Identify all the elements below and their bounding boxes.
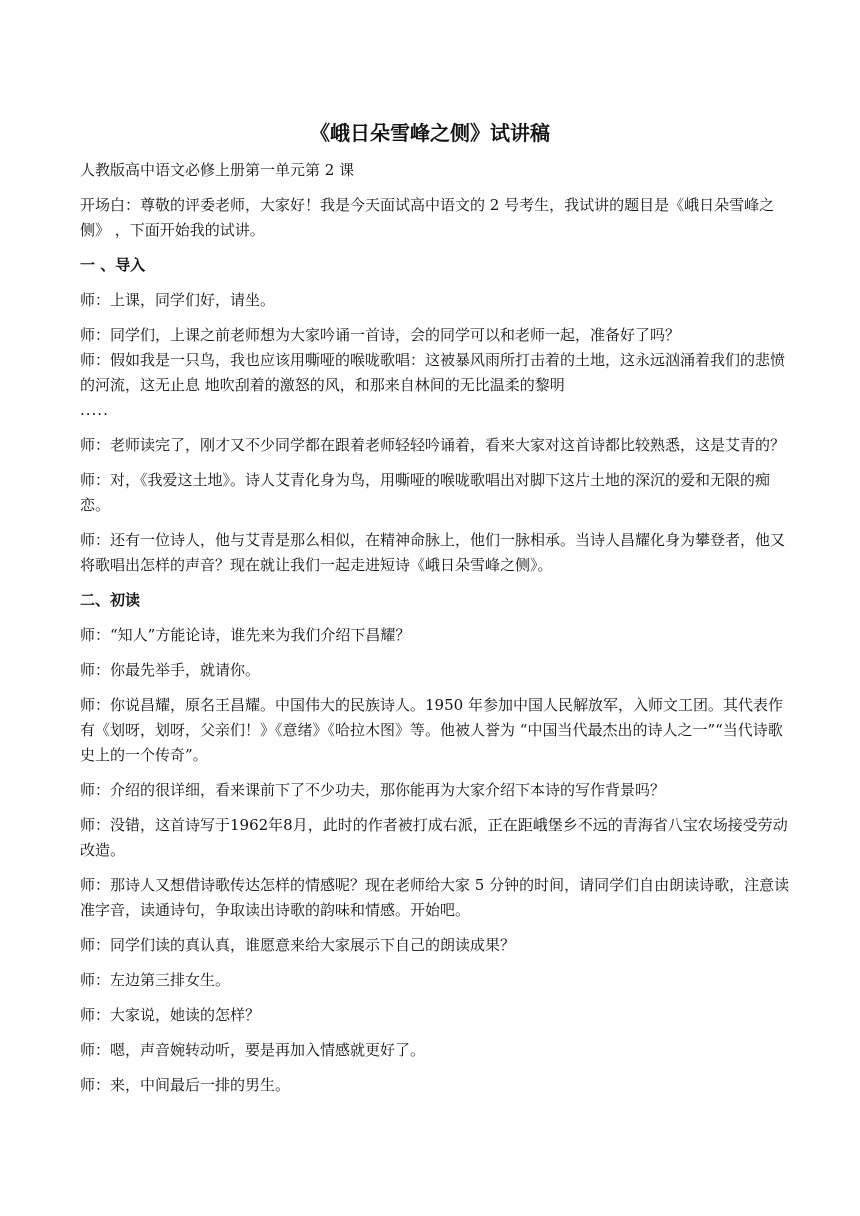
paragraph: 师：老师读完了，刚才又不少同学都在跟着老师轻轻吟诵着，看来大家对这首诗都比较熟悉，这是艾青的？ [80,436,786,454]
paragraph: 师：同学们读的真认真，谁愿意来给大家展示下自己的朗读成果？ [80,936,516,954]
paragraph: 师：你最先举手，就请你。 [80,661,261,679]
section-heading-intro: 一 、导入 [80,256,146,274]
lesson-subtitle: 人教版高中语文必修上册第一单元第 2 课 [80,161,355,179]
paragraph: 师：介绍的很详细，看来课前下了不少功夫，那你能再为大家介绍下本诗的写作背景吗？ [80,781,666,799]
paragraph: 师：对，《我爱这土地》。诗人艾青化身为鸟，用嘶哑的喉咙歌唱出对脚下这片土地的深沉的爱和无限的痴恋。 [80,471,771,514]
document-body [80,158,790,1108]
paragraph: 师：嗯，声音婉转动听，要是再加入情感就更好了。 [80,1041,426,1059]
paragraph: 师：那诗人又想借诗歌传达怎样的情感呢？现在老师给大家 5 分钟的时间，请同学们自由朗读诗歌，注意读准字音，读通诗句，争取读出诗歌的韵味和情感。开始吧。 [80,876,790,919]
poem-recitation-paragraph: 师：假如我是一只鸟，我也应该用嘶哑的喉咙歌唱：这被暴风雨所打击着的土地，这永远汹涌着我们的悲愤的河流，这无止息 地吹刮着的激怒的风，和那来自林间的无比温柔的黎明 [80,351,786,394]
paragraph: 师：上课，同学们好，请坐。 [80,291,276,309]
paragraph: 师：你说昌耀，原名王昌耀。中国伟大的民族诗人。1950 年参加中国人民解放军，入师文工团。其代表作有《划呀，划呀，父亲们！》《意绪》《哈拉木图》等。他被人誉为 “中国当代最杰出的诗人之一”“当代诗歌史上的一个传奇”。 [80,696,783,764]
opening-paragraph: 开场白：尊敬的评委老师，大家好！我是今天面试高中语文的 2 号考生，我试讲的题目是《峨日朵雪峰之侧》 ，下面开始我的试讲。 [80,196,775,239]
paragraph: 师：没错，这首诗写于1962年8月，此时的作者被打成右派，正在距峨堡乡不远的青海省八宝农场接受劳动改造。 [80,816,788,859]
ellipsis-line: ..... [80,401,109,419]
paragraph: 师：大家说，她读的怎样？ [80,1006,261,1024]
paragraph: 师：左边第三排女生。 [80,971,231,989]
paragraph: 师：来，中间最后一排的男生。 [80,1076,291,1094]
paragraph: 师：同学们，上课之前老师想为大家吟诵一首诗，会的同学可以和老师一起，准备好了吗？ [80,326,681,344]
paragraph: 师：“知人”方能论诗，谁先来为我们介绍下昌耀？ [80,626,411,644]
section-heading-first-reading: 二、初读 [80,591,141,609]
document-title: 《峨日朵雪峰之侧》试讲稿 [310,121,550,145]
paragraph: 师：还有一位诗人，他与艾青是那么相似，在精神命脉上，他们一脉相承。当诗人昌耀化身为攀登者，他又将歌唱出怎样的声音？现在就让我们一起走进短诗《峨日朵雪峰之侧》。 [80,531,786,574]
